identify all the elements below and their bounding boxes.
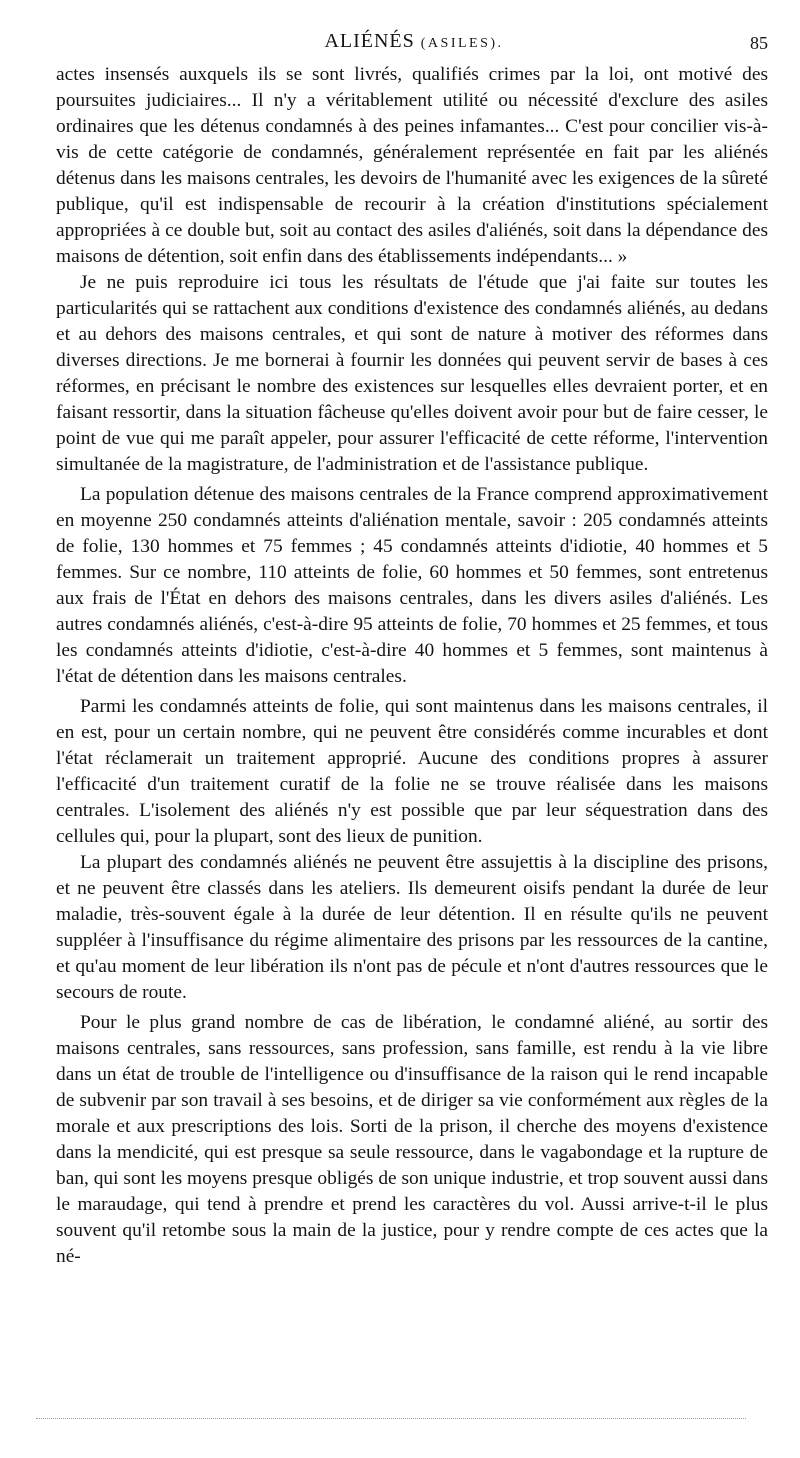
paragraph: Parmi les condamnés atteints de folie, qui sont maintenus dans les maisons centrales, il en est, pour un certain nombre, qui ne peuvent être considérés comme incurables et dont l'état réclamerait un traitement approprié. Aucune des conditions propres à assurer l'efficacité d'un traitement curatif de la folie ne se trouve réalisée dans les maisons centrales. L'isolement des aliénés n'y est possible que par leur séquestration dans des cellules qui, pour la plupart, sont des lieux de punition. (56, 696, 768, 847)
running-title-main: ALIÉNÉS (324, 30, 415, 52)
running-header (60, 30, 768, 58)
paragraph: La population détenue des maisons centrales de la France comprend approximativement en moyenne 250 condamnés atteints d'aliénation mentale, savoir : 205 condamnés atteints de folie, 130 hommes et 75 femmes ; 45 condamnés atteints d'idiotie, 40 hommes et 5 femmes. Sur ce nombre, 110 atteints de folie, 60 hommes et 50 femmes, sont entretenus aux frais de l'État en dehors des maisons centrales, dans les divers asiles d'aliénés. Les autres condamnés aliénés, c'est-à-dire 95 atteints de folie, 70 hommes et 25 femmes, et tous les condamnés atteints d'idiotie, c'est-à-dire 40 hommes et 5 femmes, sont maintenus à l'état de détention dans les maisons centrales. (56, 484, 768, 687)
paragraph: Pour le plus grand nombre de cas de libération, le condamné aliéné, au sortir des maisons centrales, sans ressources, sans profession, sans famille, est rendu à la vie libre dans un état de trouble de l'intelligence ou d'insuffisance de la raison qui le rend incapable de subvenir par son travail à ses besoins, et de diriger sa vie conformément aux règles de la morale et aux prescriptions des lois. Sorti de la prison, il cherche des moyens d'existence dans la mendicité, qui est presque sa seule ressource, dans le vagabondage et la rupture de ban, qui sont les moyens presque obligés de son unique industrie, et trop souvent aussi dans le maraudage, qui tend à prendre et prend les caractères du vol. Aussi arrive-t-il le plus souvent qu'il retombe sous la main de la justice, pour y rendre compte de ces actes que la né- (56, 1012, 768, 1267)
body-text (56, 62, 768, 1270)
running-title-subtitle: (ASILES). (420, 36, 504, 51)
running-title (60, 30, 768, 53)
paragraph: La plupart des condamnés aliénés ne peuvent être assujettis à la discipline des prisons, et ne peuvent être classés dans les ateliers. Ils demeurent oisifs pendant la durée de leur maladie, très-souvent égale à la durée de leur détention. Il en résulte qu'ils ne peuvent suppléer à l'insuffisance du régime alimentaire des prisons par les ressources de la cantine, et qu'au moment de leur libération ils n'ont pas de pécule et n'ont d'autres ressources que le secours de route. (56, 852, 768, 1003)
page-number: 85 (750, 33, 768, 53)
paragraph: Je ne puis reproduire ici tous les résultats de l'étude que j'ai faite sur toutes les particularités qui se rattachent aux conditions d'existence des condamnés aliénés, au dedans et au dehors des maisons centrales, et qui sont de nature à motiver des réformes dans diverses directions. Je me bornerai à fournir les données qui peuvent servir de bases à ces réformes, en précisant le nombre des existences sur lesquelles elles devraient porter, et en faisant ressortir, dans la situation fâcheuse qu'elles doivent avoir pour but de faire cesser, le point de vue qui me paraît appeler, pour assurer l'efficacité de cette réforme, l'intervention simultanée de la magistrature, de l'administration et de l'assistance publique. (56, 272, 768, 475)
footer-rule (36, 1418, 746, 1419)
paragraph-continuation: actes insensés auxquels ils se sont livrés, qualifiés crimes par la loi, ont motivé des poursuites judiciaires... Il n'y a véritablement utilité ou nécessité d'exclure des asiles ordinaires que les détenus condamnés à des peines infamantes... C'est pour concilier vis-à-vis de cette catégorie de condamnés, généralement représentée en fait par les aliénés détenus dans les maisons centrales, les devoirs de l'humanité avec les exigences de la sûreté publique, qu'il est indispensable de recourir à la création d'institutions spécialement appropriées à ce double but, soit au contact des asiles d'aliénés, soit dans la dépendance des maisons de détention, soit enfin dans des établissements indépendants... » (56, 64, 768, 267)
